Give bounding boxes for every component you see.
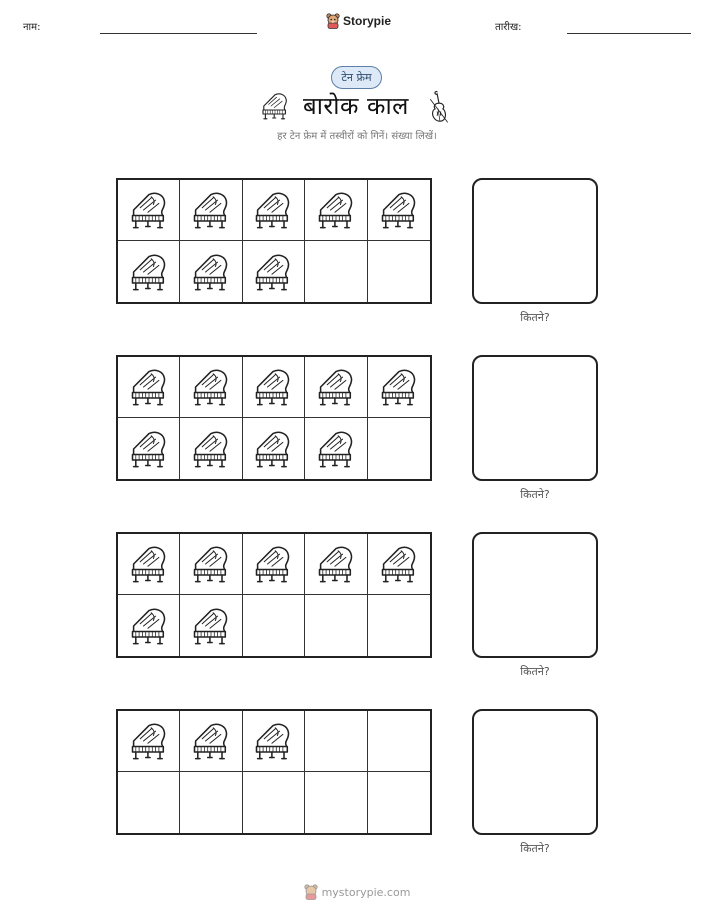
frame-cell [305,357,367,418]
date-label: तारीख: [495,22,522,33]
grand-piano-icon [126,604,172,648]
title-row [0,88,714,128]
topic-tag: टेन फ्रेम [331,66,382,89]
frame-cell [305,534,367,595]
answer-box-3[interactable] [472,532,598,658]
grand-piano-icon [188,719,234,763]
frame-cell [180,241,242,302]
frame-cell [305,418,367,479]
name-label: नाम: [23,22,41,33]
grand-piano-icon [376,365,422,409]
answer-box-1[interactable] [472,178,598,304]
frame-cell [180,772,242,833]
frame-cell [118,418,180,479]
grand-piano-icon [188,427,234,471]
frame-cell [305,711,367,772]
frame-cell [305,772,367,833]
frame-cell [368,772,430,833]
grand-piano-icon [188,250,234,294]
ten-frame-3 [116,532,432,658]
grand-piano-icon [126,188,172,232]
grand-piano-icon [376,542,422,586]
grand-piano-icon [250,719,296,763]
frame-cell [180,418,242,479]
frame-cell [368,180,430,241]
frame-cell [118,711,180,772]
answer-box-4[interactable] [472,709,598,835]
brand-name: Storypie [343,14,392,28]
grand-piano-icon [126,542,172,586]
answer-label-1: कितने? [520,311,550,324]
frame-cell [243,772,305,833]
violin-icon [428,90,450,124]
grand-piano-icon [188,542,234,586]
date-line[interactable] [567,33,691,34]
ten-frame-2 [116,355,432,481]
ten-frame-4 [116,709,432,835]
frame-cell [243,241,305,302]
bear-mascot-icon [304,884,318,900]
grand-piano-icon [313,427,359,471]
page-title: बारोक काल [303,92,409,120]
frame-cell [368,534,430,595]
grand-piano-icon [126,250,172,294]
frame-cell [243,595,305,656]
grand-piano-icon [250,365,296,409]
grand-piano-icon [313,365,359,409]
grand-piano-icon [188,188,234,232]
frame-cell [305,180,367,241]
grand-piano-icon [126,365,172,409]
frame-cell [180,711,242,772]
answer-box-2[interactable] [472,355,598,481]
frame-cell [118,534,180,595]
grand-piano-icon [250,188,296,232]
frame-cell [243,534,305,595]
frame-cell [118,357,180,418]
frame-cell [243,711,305,772]
frame-cell [180,595,242,656]
frame-cell [118,595,180,656]
answer-label-3: कितने? [520,665,550,678]
footer [0,884,714,900]
brand-logo [326,13,391,29]
grand-piano-icon [126,427,172,471]
frame-cell [243,418,305,479]
grand-piano-icon [250,250,296,294]
frame-cell [118,772,180,833]
answer-label-4: कितने? [520,842,550,855]
grand-piano-icon [188,604,234,648]
frame-cell [118,241,180,302]
frame-cell [305,595,367,656]
frame-cell [368,418,430,479]
frame-cell [243,357,305,418]
bear-mascot-icon [326,13,340,29]
frame-cell [368,595,430,656]
grand-piano-icon [376,188,422,232]
frame-cell [305,241,367,302]
instructions: हर टेन फ्रेम में तस्वीरों को गिनें। संख्या लिखें। [277,131,437,142]
frame-cell [180,534,242,595]
frame-cell [180,180,242,241]
frame-cell [368,711,430,772]
answer-label-2: कितने? [520,488,550,501]
grand-piano-icon [313,542,359,586]
grand-piano-icon [188,365,234,409]
ten-frame-1 [116,178,432,304]
frame-cell [243,180,305,241]
grand-piano-icon [250,542,296,586]
grand-piano-icon [250,427,296,471]
grand-piano-icon [313,188,359,232]
grand-piano-icon [258,90,292,122]
frame-cell [368,241,430,302]
frame-cell [368,357,430,418]
frame-cell [180,357,242,418]
name-line[interactable] [100,33,257,34]
grand-piano-icon [126,719,172,763]
footer-url: mystorypie.com [321,885,411,899]
frame-cell [118,180,180,241]
